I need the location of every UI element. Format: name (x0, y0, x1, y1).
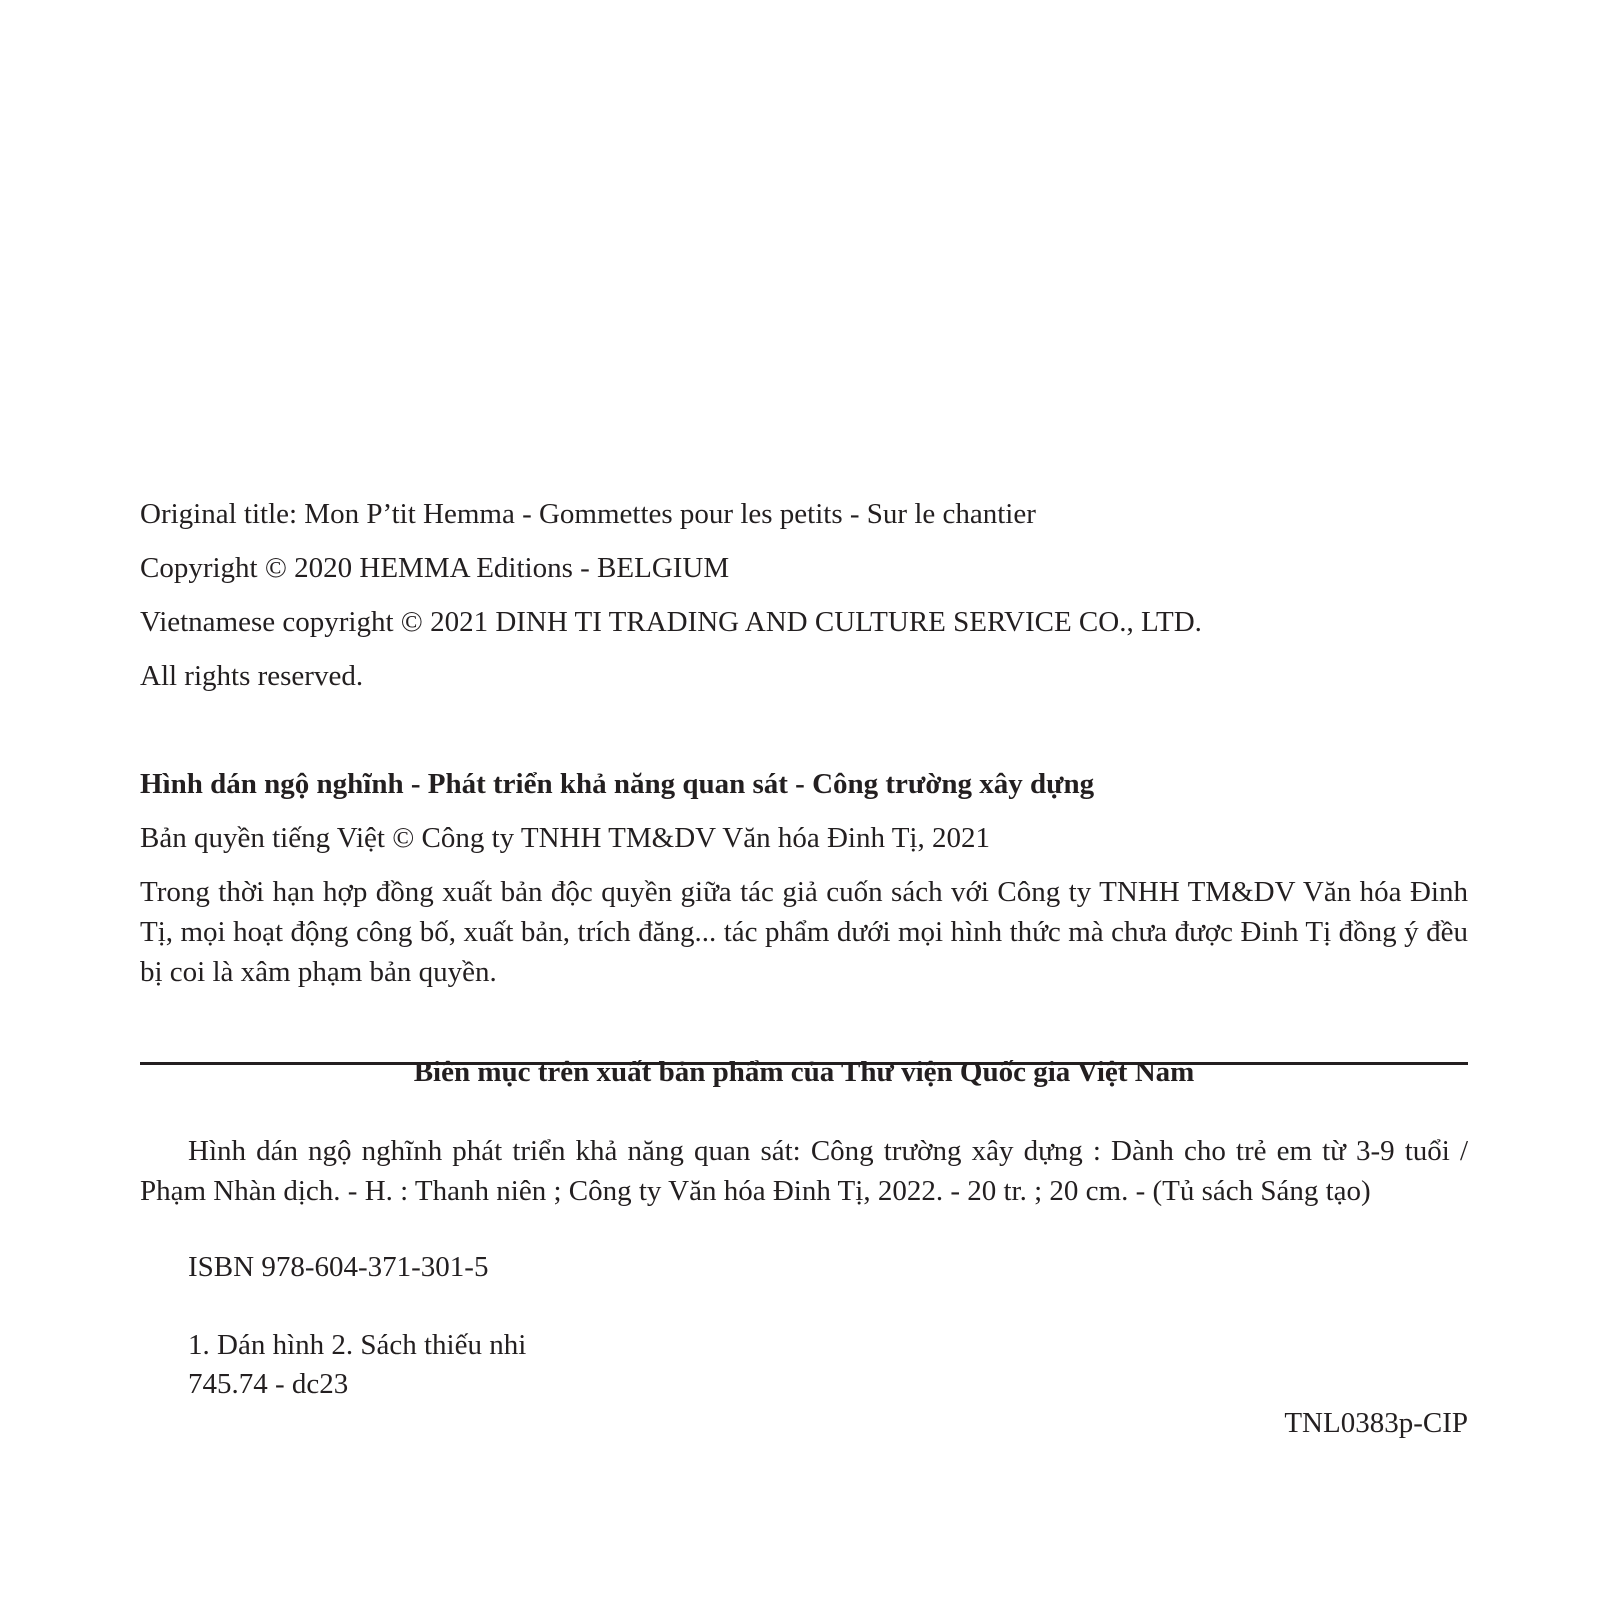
all-rights-reserved: All rights reserved. (140, 660, 364, 692)
cip-description: Hình dán ngộ nghĩnh phát triển khả năng quan sát: Công trường xây dựng : Dành cho trẻ em từ 3-9 tuổi / Phạm Nhàn dịch. - H. : Thanh niên ; Công ty Văn hóa Đinh Tị, 2022. - 20 tr. ; 20 cm. - (Tủ sách Sáng tạo) (140, 1135, 1468, 1207)
original-title-line: Original title: Mon P’tit Hemma - Gommettes pour les petits - Sur le chantier (140, 498, 1036, 530)
vietnamese-book-title: Hình dán ngộ nghĩnh - Phát triển khả năng quan sát - Công trường xây dựng (140, 768, 1095, 800)
cip-isbn: ISBN 978-604-371-301-5 (188, 1251, 489, 1283)
cip-record-id: TNL0383p-CIP (1284, 1407, 1468, 1439)
cip-heading: Biên mục trên xuất bản phẩm của Thư viện Quốc gia Việt Nam (413, 1056, 1195, 1088)
copyright-notice: Trong thời hạn hợp đồng xuất bản độc quyền giữa tác giả cuốn sách với Công ty TNHH TM&DV Văn hóa Đinh Tị, mọi hoạt động công bố, xuất bản, trích đăng... tác phẩm dưới mọi hình thức mà chưa được Đinh Tị đồng ý đều bị coi là xâm phạm bản quyền. (140, 876, 1468, 988)
cip-classification: 745.74 - dc23 (188, 1368, 349, 1400)
vietnamese-copyright-line: Bản quyền tiếng Việt © Công ty TNHH TM&DV Văn hóa Đinh Tị, 2021 (140, 822, 990, 854)
vietnamese-copyright-line: Vietnamese copyright © 2021 DINH TI TRADING AND CULTURE SERVICE CO., LTD. (140, 606, 1202, 638)
cip-subjects: 1. Dán hình 2. Sách thiếu nhi (188, 1329, 527, 1361)
copyright-line: Copyright © 2020 HEMMA Editions - BELGIUM (140, 552, 730, 584)
